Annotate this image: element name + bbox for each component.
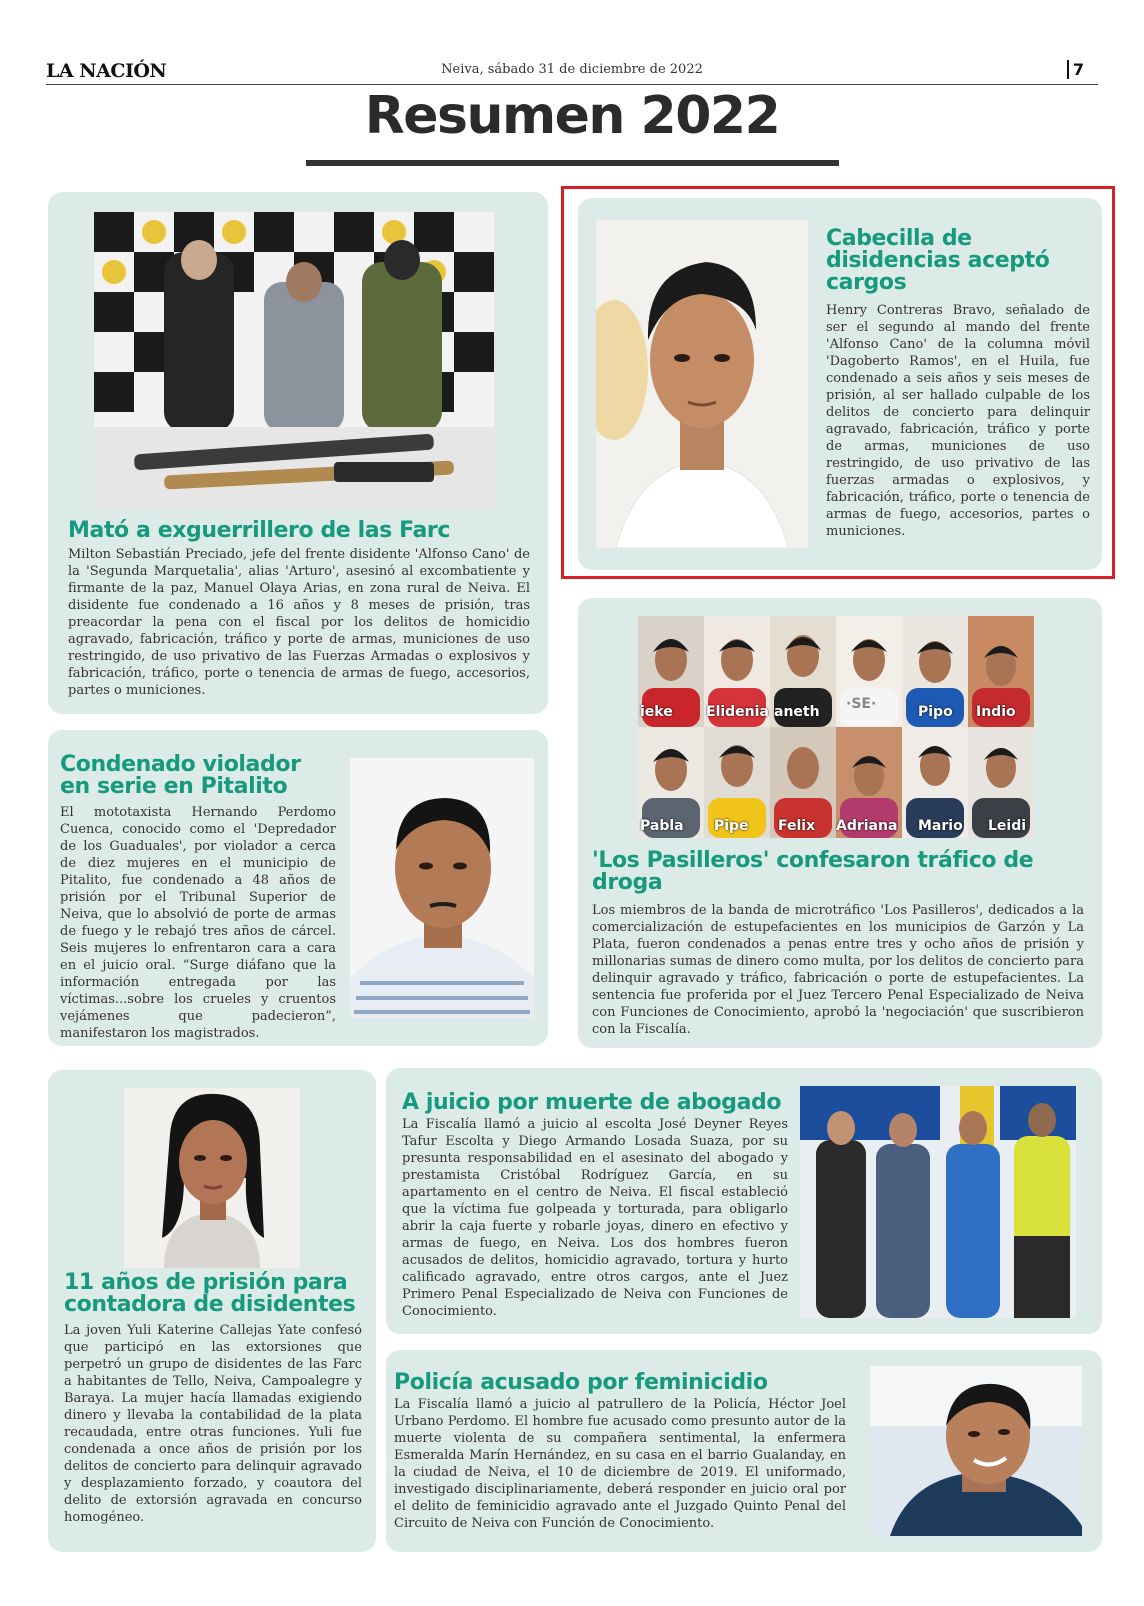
name-tag: Pipe [714, 818, 749, 834]
name-tag: Indio [976, 704, 1016, 720]
name-tag: ·SE· [846, 696, 877, 712]
article-body-contadora: La joven Yuli Katerine Callejas Yate confesó que participó en las extorsiones que perpetró un grupo de disidentes de las Farc a habitantes de Tello, Neiva, Campoalegre y Baraya. La mujer hacía llamadas exigiendo dinero y llevaba la contabilidad de la plata recaudada, entre otras funciones. Yuli fue condenada a once años de prisión por los delitos de concierto para delinquir agravado y desplazamiento forzado, y coautora del delito de extorsión agravada en concurso homogéneo. [64, 1323, 362, 1525]
article-headline-violador: Condenado violador en serie en Pitalito [60, 752, 301, 799]
article-body-abogado: La Fiscalía llamó a juicio al escolta José Deyner Reyes Tafur Escolta y Diego Armando Losada Suaza, por su presunta responsabilidad en el asesinato del abogado y prestamista Cristóbal Rodríguez García, en su apartamento en el centro de Neiva. El fiscal estableció que la víctima fue golpeada y torturada, para obligarlo abrir la caja fuerte y robarle joyas, dinero en efectivo y armas de fuego, en Neiva. Los dos hombres fueron acusados de delitos, homicidio agravado, tortura y hurto calificado agravado, entre otros cargos, ante el Juez Primero Penal Especializado de Neiva con Funciones de Conocimiento. [402, 1117, 788, 1319]
article-card-feminicidio [386, 1350, 1102, 1552]
article-card-violador [48, 730, 548, 1046]
article-card-farc [48, 192, 548, 714]
article-photo-pasilleros [638, 616, 1034, 838]
article-headline-cabecilla: Cabecilla de disidencias aceptó cargos [826, 226, 1050, 295]
masthead [46, 58, 1098, 85]
article-card-contadora [48, 1070, 376, 1552]
article-headline-abogado: A juicio por muerte de abogado [402, 1090, 782, 1115]
article-photo-farc [94, 212, 494, 510]
article-headline-contadora: 11 años de prisión para contadora de disidentes [64, 1270, 356, 1317]
article-headline-farc: Mató a exguerrillero de las Farc [68, 518, 450, 543]
article-headline-feminicidio: Policía acusado por feminicidio [394, 1370, 768, 1395]
newspaper-logo: LA NACIÓN [46, 60, 167, 82]
article-body-pasilleros: Los miembros de la banda de microtráfico 'Los Pasilleros', dedicados a la comercialización de estupefacientes en los municipios de Garzón y La Plata, fueron condenados a penas entre tres y ocho años de prisión y millonarias sumas de dinero como multa, por los delitos de concierto para delinquir agravado y tráfico, fabricación o porte de estupefacientes. La sentencia fue proferida por el Juez Tercero Penal Especializado de Neiva con Funciones de Conocimiento, aprobó la 'negociación' que suscribieron con la Fiscalía. [592, 903, 1084, 1037]
article-photo-contadora [124, 1088, 300, 1268]
highlight-frame [561, 186, 1115, 579]
article-photo-feminicidio [870, 1366, 1082, 1536]
page-title: Resumen 2022 [364, 86, 780, 146]
article-body-violador: El mototaxista Hernando Perdomo Cuenca, conocido como el 'Depredador de los Guaduales', por violador a cerca de diez mujeres en el municipio de Pitalito, fue condenado a 48 años de prisión por el Tribunal Superior de Neiva, que lo absolvió de porte de armas de fuego y le rebajó tres años de cárcel. Seis mujeres lo enfrentaron cara a cara en el juicio oral. “Surge diáfano que la información entregada por las víctimas...sobre los crueles y cruentos vejámenes que padecieron”, manifestaron los magistrados. [60, 805, 336, 1041]
article-body-cabecilla: Henry Contreras Bravo, señalado de ser el segundo al mando del frente 'Alfonso Cano' de la columna móvil 'Dagoberto Ramos', en el Huila, fue condenado a seis años y seis meses de prisión, al ser hallado culpable de los delitos de concierto para delinquir agravado, fabricación, tráfico y porte de armas, municiones de uso restringido, de uso privativo de las fuerzas armadas o explosivos, y fabricación, tráfico, porte o tenencia de armas de fuego, accesorios, partes o municiones. [826, 303, 1090, 539]
name-tag: Mario [918, 818, 963, 834]
article-card-abogado [386, 1068, 1102, 1334]
name-tag: aneth [774, 704, 820, 720]
dateline: Neiva, sábado 31 de diciembre de 2022 [441, 62, 703, 77]
name-tag: Pabla [640, 818, 684, 834]
article-headline-pasilleros: 'Los Pasilleros' confesaron tráfico de droga [592, 848, 1034, 895]
article-photo-abogado [800, 1086, 1076, 1318]
name-tag: Adriana [836, 818, 898, 834]
article-card-pasilleros [578, 598, 1102, 1048]
name-tag: Leidi [988, 818, 1027, 834]
name-tag: Elidenia [706, 704, 769, 720]
article-body-farc: Milton Sebastián Preciado, jefe del frente disidente 'Alfonso Cano' de la 'Segunda Marquetalia', alias 'Arturo', asesinó al excombatiente y firmante de la paz, Manuel Olaya Arias, en zona rural de Neiva. El disidente fue condenado a 16 años y 8 meses de prisión, tras preacordar la pena con el fiscal por los delitos de homicidio agravado, fabricación, tráfico y porte de armas, municiones de uso restringido, de uso privativo de las Fuerzas Armadas o explosivos y fabricación, tráfico, porte o tenencia de armas de fuego, accesorios, partes o municiones. [68, 547, 530, 698]
name-tag: Pipo [918, 704, 953, 720]
article-body-feminicidio: La Fiscalía llamó a juicio al patrullero de la Policía, Héctor Joel Urbano Perdomo. El hombre fue acusado como presunto autor de la muerte violenta de su compañera sentimental, la enfermera Esmeralda Marín Hernández, en su casa en el barrio Gualanday, en la ciudad de Neiva, el 10 de diciembre de 2019. El uniformado, investigado disciplinariamente, deberá responder en juicio oral por el delito de feminicidio agravado ante el Juzgado Quinto Penal del Circuito de Neiva con Función de Conocimiento. [394, 1397, 846, 1531]
name-tag: ieke [640, 704, 673, 720]
title-rule [306, 160, 839, 166]
name-tag: Felix [778, 818, 816, 834]
article-photo-violador [350, 758, 534, 1018]
page-number: 7 [1067, 60, 1084, 79]
